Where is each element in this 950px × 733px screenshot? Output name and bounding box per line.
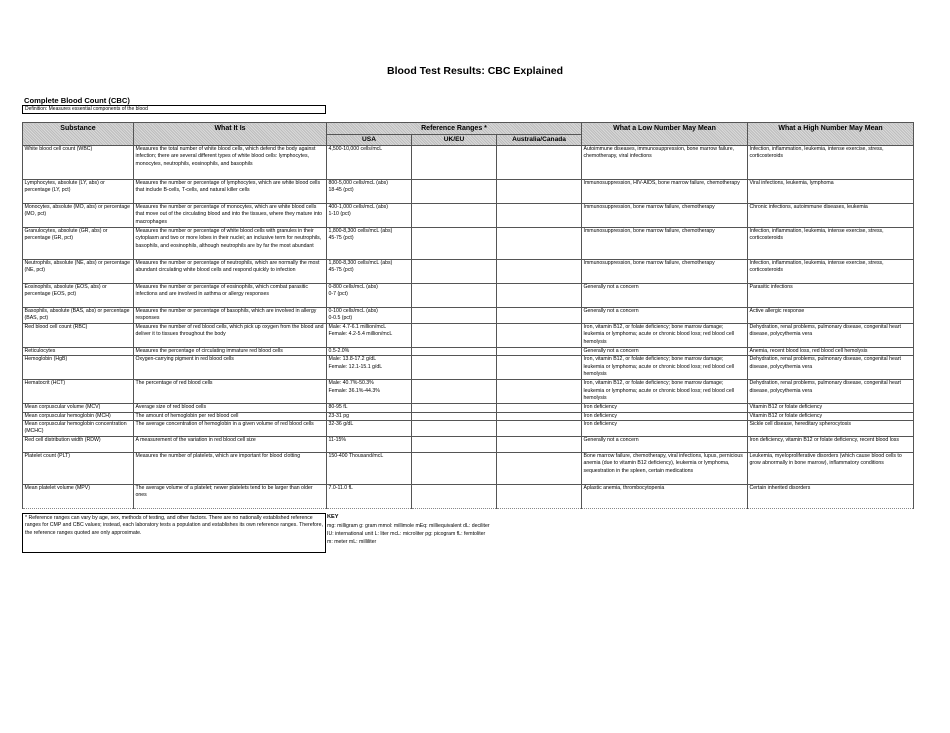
cell-australia-canada-range — [497, 228, 582, 260]
cell-uk-eu-range — [412, 260, 497, 284]
header-what-it-is: What It Is — [134, 123, 327, 146]
table-row — [23, 284, 914, 308]
cell-substance: Mean platelet volume (MPV) — [23, 485, 134, 509]
cell-usa-range: 1,800-8,300 cells/mcL (abs) 45-75 (pct) — [327, 260, 412, 284]
cell-australia-canada-range — [497, 308, 582, 324]
cell-australia-canada-range — [497, 180, 582, 204]
cell-low-meaning: Generally not a concern — [582, 437, 748, 453]
cell-substance: Red blood cell count (RBC) — [23, 323, 134, 347]
cell-uk-eu-range — [412, 308, 497, 324]
cell-usa-range: Male: 4.7-6.1 million/mcL Female: 4.2-5.4 million/mcL — [327, 323, 412, 347]
cell-substance: Granulocytes, absolute (GR, abs) or percentage (GR, pct) — [23, 228, 134, 260]
cell-uk-eu-range — [412, 421, 497, 437]
table-row — [23, 204, 914, 228]
cell-what-it-is: Measures the total number of white blood cells, which defend the body against infection; there are several different types of white blood cells: lymphocytes, monocytes, neutrophils, eosinophils, and basophils — [134, 146, 327, 180]
cell-usa-range: 150-400 Thousand/mcL — [327, 453, 412, 485]
cell-what-it-is: Measures the number or percentage of white blood cells with granules in their cytoplasm and two or more lobes in their nuclei; an inclusive term for neutrophils, basophils, and eosinophils, although neutrophils are by far the most abundant — [134, 228, 327, 260]
cell-australia-canada-range — [497, 380, 582, 404]
footnote-box: * Reference ranges can vary by age, sex, methods of testing, and other factors. There are no nationally established reference ranges for CMP and CBC values; instead, each laboratory tests a population and establishes its own reference ranges. Therefore, the reference ranges quoted are only approximate. — [22, 513, 326, 553]
cell-usa-range: 0-100 cells/mcL (abs) 0-0.5 (pct) — [327, 308, 412, 324]
cell-low-meaning: Autoimmune diseases, immunosuppression, bone marrow failure, chemotherapy, viral infections — [582, 146, 748, 180]
cell-what-it-is: The percentage of red blood cells — [134, 380, 327, 404]
cell-what-it-is: Average size of red blood cells — [134, 404, 327, 412]
header-substance: Substance — [23, 123, 134, 146]
cell-low-meaning: Iron, vitamin B12, or folate deficiency; bone marrow damage; leukemia or lymphoma; acute or chronic blood loss; red blood cell hemolysis — [582, 380, 748, 404]
cell-low-meaning: Iron deficiency — [582, 404, 748, 412]
cell-high-meaning: Iron deficiency, vitamin B12 or folate deficiency, recent blood loss — [748, 437, 914, 453]
cell-high-meaning: Leukemia, myeloproliferative disorders (which cause blood cells to grow abnormally in bone marrow), inflammatory conditions — [748, 453, 914, 485]
cell-substance: Neutrophils, absolute (NE, abs) or percentage (NE, pct) — [23, 260, 134, 284]
cbc-table — [22, 122, 914, 509]
cell-substance: Basophils, absolute (BAS, abs) or percentage (BAS, pct) — [23, 308, 134, 324]
cell-what-it-is: The average volume of a platelet; newer platelets tend to be larger than older ones — [134, 485, 327, 509]
cell-usa-range: 1,800-8,300 cells/mcL (abs) 45-75 (pct) — [327, 228, 412, 260]
cell-what-it-is: Measures the number or percentage of monocytes, which are white blood cells that move out of the circulating blood and into the tissues, where they mature into macrophages — [134, 204, 327, 228]
cell-australia-canada-range — [497, 347, 582, 355]
cell-usa-range: 0.5-2.0% — [327, 347, 412, 355]
cell-australia-canada-range — [497, 453, 582, 485]
cell-what-it-is: Measures the number or percentage of basophils, which are involved in allergy responses — [134, 308, 327, 324]
table-row — [23, 308, 914, 324]
cell-low-meaning: Immunosuppression, bone marrow failure, chemotherapy — [582, 204, 748, 228]
cell-low-meaning: Bone marrow failure, chemotherapy, viral infections, lupus, pernicious anemia (due to vitamin B12 deficiency), leukemia or lymphoma, sequestration in the spleen, certain medications — [582, 453, 748, 485]
cell-australia-canada-range — [497, 204, 582, 228]
header-uk-eu: UK/EU — [412, 135, 497, 146]
cell-usa-range: 7.0-11.0 fL — [327, 485, 412, 509]
page-title: Blood Test Results: CBC Explained — [387, 65, 563, 77]
cell-low-meaning: Aplastic anemia, thrombocytopenia — [582, 485, 748, 509]
cell-what-it-is: Measures the number of platelets, which are important for blood clotting — [134, 453, 327, 485]
cell-high-meaning: Infection, inflammation, leukemia, intense exercise, stress, corticosteroids — [748, 260, 914, 284]
cell-australia-canada-range — [497, 356, 582, 380]
cell-usa-range: 23-31 pg — [327, 412, 412, 420]
cell-high-meaning: Anemia, recent blood loss, red blood cell hemolysis — [748, 347, 914, 355]
cell-what-it-is: Measures the number of red blood cells, which pick up oxygen from the blood and deliver it to tissues throughout the body — [134, 323, 327, 347]
cell-usa-range: Male: 40.7%-50.3% Female: 36.1%-44.3% — [327, 380, 412, 404]
cell-usa-range: 32-36 g/dL — [327, 421, 412, 437]
table-row — [23, 180, 914, 204]
cell-high-meaning: Dehydration, renal problems, pulmonary disease, congenital heart disease, polycythemia vera — [748, 356, 914, 380]
table-row — [23, 453, 914, 485]
cell-what-it-is: Oxygen-carrying pigment in red blood cells — [134, 356, 327, 380]
cell-low-meaning: Generally not a concern — [582, 284, 748, 308]
cbc-table-body — [23, 146, 914, 509]
table-row — [23, 323, 914, 347]
cell-substance: Eosinophils, absolute (EOS, abs) or percentage (EOS, pct) — [23, 284, 134, 308]
header-low-number: What a Low Number May Mean — [582, 123, 748, 146]
cell-high-meaning: Vitamin B12 or folate deficiency — [748, 404, 914, 412]
cell-uk-eu-range — [412, 284, 497, 308]
cell-uk-eu-range — [412, 453, 497, 485]
cell-australia-canada-range — [497, 260, 582, 284]
cell-australia-canada-range — [497, 437, 582, 453]
key-line: mg: milligram g: gram mmol: millimole mEq: milliequivalent dL: deciliter — [327, 523, 490, 529]
header-high-number: What a High Number May Mean — [748, 123, 914, 146]
cell-low-meaning: Immunosuppression, bone marrow failure, chemotherapy — [582, 228, 748, 260]
cell-substance: Red cell distribution width (RDW) — [23, 437, 134, 453]
cell-usa-range: 4,500-10,000 cells/mcL — [327, 146, 412, 180]
cell-substance: Lymphocytes, absolute (LY, abs) or percentage (LY, pct) — [23, 180, 134, 204]
cell-high-meaning: Chronic infections, autoimmune diseases, leukemia — [748, 204, 914, 228]
cell-substance: White blood cell count (WBC) — [23, 146, 134, 180]
definition-box: Definition: Measures essential components of the blood — [22, 105, 326, 114]
cell-high-meaning: Vitamin B12 or folate deficiency — [748, 412, 914, 420]
section-title: Complete Blood Count (CBC) — [24, 96, 130, 105]
cell-low-meaning: Generally not a concern — [582, 308, 748, 324]
header-australia-canada: Australia/Canada — [497, 135, 582, 146]
cell-high-meaning: Infection, inflammation, leukemia, intense exercise, stress, corticosteroids — [748, 228, 914, 260]
key-legend — [327, 513, 587, 546]
cell-high-meaning: Dehydration, renal problems, pulmonary disease, congenital heart disease, polycythemia vera — [748, 323, 914, 347]
cell-australia-canada-range — [497, 412, 582, 420]
header-reference-ranges: Reference Ranges * — [327, 123, 582, 135]
cell-australia-canada-range — [497, 284, 582, 308]
cell-uk-eu-range — [412, 146, 497, 180]
cell-australia-canada-range — [497, 146, 582, 180]
table-row — [23, 380, 914, 404]
cell-what-it-is: A measurement of the variation in red blood cell size — [134, 437, 327, 453]
cell-australia-canada-range — [497, 404, 582, 412]
cell-uk-eu-range — [412, 404, 497, 412]
cell-substance: Mean corpuscular hemoglobin (MCH) — [23, 412, 134, 420]
cell-what-it-is: Measures the number or percentage of neutrophils, which are normally the most abundant circulating white blood cells and respond quickly to infection — [134, 260, 327, 284]
cell-australia-canada-range — [497, 485, 582, 509]
cell-uk-eu-range — [412, 437, 497, 453]
cell-low-meaning: Generally not a concern — [582, 347, 748, 355]
cell-high-meaning: Infection, inflammation, leukemia, intense exercise, stress, corticosteroids — [748, 146, 914, 180]
cell-australia-canada-range — [497, 421, 582, 437]
header-usa: USA — [327, 135, 412, 146]
table-row — [23, 228, 914, 260]
cell-high-meaning: Dehydration, renal problems, pulmonary disease, congenital heart disease, polycythemia vera — [748, 380, 914, 404]
cell-usa-range: 400-1,000 cells/mcL (abs) 1-10 (pct) — [327, 204, 412, 228]
cell-low-meaning: Iron deficiency — [582, 421, 748, 437]
cell-what-it-is: Measures the percentage of circulating immature red blood cells — [134, 347, 327, 355]
table-row — [23, 437, 914, 453]
cell-usa-range: 80-95 fL — [327, 404, 412, 412]
table-row — [23, 146, 914, 180]
table-row — [23, 412, 914, 420]
cell-what-it-is: Measures the number or percentage of lymphocytes, which are white blood cells that include B-cells, T-cells, and natural killer cells — [134, 180, 327, 204]
cell-what-it-is: The amount of hemoglobin per red blood cell — [134, 412, 327, 420]
cell-substance: Platelet count (PLT) — [23, 453, 134, 485]
table-row — [23, 260, 914, 284]
cell-substance: Hematocrit (HCT) — [23, 380, 134, 404]
cell-uk-eu-range — [412, 204, 497, 228]
cell-low-meaning: Iron, vitamin B12, or folate deficiency; bone marrow damage; leukemia or lymphoma; acute or chronic blood loss; red blood cell hemolysis — [582, 356, 748, 380]
cell-high-meaning: Viral infections, leukemia, lymphoma — [748, 180, 914, 204]
cell-low-meaning: Immunosuppression, bone marrow failure, chemotherapy — [582, 260, 748, 284]
cell-uk-eu-range — [412, 356, 497, 380]
cell-usa-range: 800-5,000 cells/mcL (abs) 18-45 (pct) — [327, 180, 412, 204]
cell-high-meaning: Active allergic response — [748, 308, 914, 324]
cell-uk-eu-range — [412, 180, 497, 204]
cell-high-meaning: Parasitic infections — [748, 284, 914, 308]
cell-uk-eu-range — [412, 380, 497, 404]
cell-low-meaning: Iron deficiency — [582, 412, 748, 420]
cell-uk-eu-range — [412, 412, 497, 420]
cell-australia-canada-range — [497, 323, 582, 347]
key-title: KEY — [327, 514, 339, 520]
cell-low-meaning: Immunosuppression, HIV-AIDS, bone marrow failure, chemotherapy — [582, 180, 748, 204]
cell-uk-eu-range — [412, 323, 497, 347]
key-line: IU: international unit L: liter mcL: microliter pg: picogram fL: femtoliter — [327, 531, 486, 537]
cell-uk-eu-range — [412, 485, 497, 509]
cell-uk-eu-range — [412, 347, 497, 355]
cell-usa-range: 11-15% — [327, 437, 412, 453]
table-row — [23, 404, 914, 412]
cell-high-meaning: Sickle cell disease, hereditary spherocytosis — [748, 421, 914, 437]
cell-low-meaning: Iron, vitamin B12, or folate deficiency; bone marrow damage; leukemia or lymphoma; acute or chronic blood loss; red blood cell hemolysis — [582, 323, 748, 347]
table-row — [23, 347, 914, 355]
table-row — [23, 485, 914, 509]
table-row — [23, 356, 914, 380]
cell-usa-range: Male: 13.8-17.2 g/dL Female: 12.1-15.1 g/dL — [327, 356, 412, 380]
key-line: m: meter mL: milliliter — [327, 539, 377, 545]
cell-substance: Mean corpuscular hemoglobin concentration (MCHC) — [23, 421, 134, 437]
cell-uk-eu-range — [412, 228, 497, 260]
cell-usa-range: 0-800 cells/mcL (abs) 0-7 (pct) — [327, 284, 412, 308]
cell-substance: Hemoglobin (HgB) — [23, 356, 134, 380]
cell-substance: Mean corpuscular volume (MCV) — [23, 404, 134, 412]
cell-substance: Monocytes, absolute (MO, abs) or percentage (MO, pct) — [23, 204, 134, 228]
cell-high-meaning: Certain inherited disorders — [748, 485, 914, 509]
cell-what-it-is: The average concentration of hemoglobin in a given volume of red blood cells — [134, 421, 327, 437]
table-row — [23, 421, 914, 437]
cell-what-it-is: Measures the number or percentage of eosinophils, which combat parasitic infections and are involved in asthma or allergy responses — [134, 284, 327, 308]
cell-substance: Reticulocytes — [23, 347, 134, 355]
